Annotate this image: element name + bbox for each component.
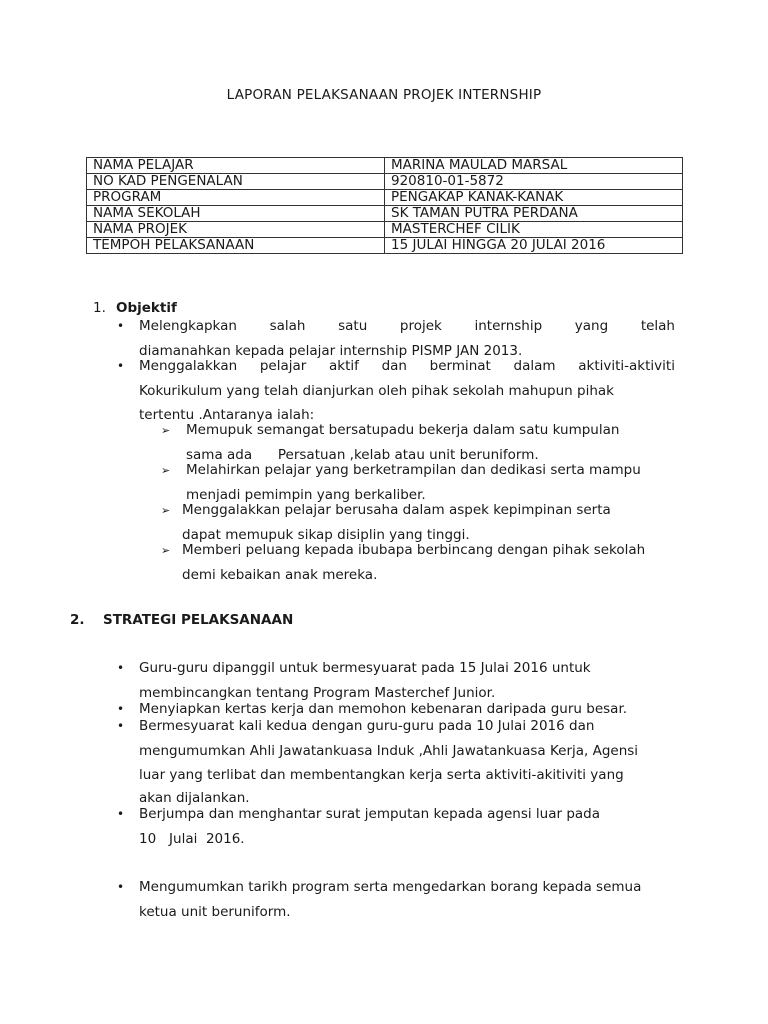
word: salah	[269, 318, 306, 334]
arrow-bullet-icon: ➢	[161, 544, 171, 557]
info-label: TEMPOH PELAKSANAAN	[87, 238, 385, 254]
word: projek	[399, 318, 442, 334]
strategy-5-line1: Mengumumkan tarikh program serta mengedarkan borang kepada semua	[139, 879, 642, 895]
strategy-1-line2: membincangkan tentang Program Masterchef Junior.	[139, 685, 496, 701]
info-value: MASTERCHEF CILIK	[385, 222, 683, 238]
info-label: NAMA PROJEK	[87, 222, 385, 238]
info-label: PROGRAM	[87, 190, 385, 206]
student-info-table	[86, 157, 683, 254]
strategy-3-line1: Bermesyuarat kali kedua dengan guru-guru pada 10 Julai 2016 dan	[139, 718, 595, 734]
info-value: MARINA MAULAD MARSAL	[385, 158, 683, 174]
bullet-icon: •	[117, 807, 125, 821]
bullet-icon: •	[117, 880, 125, 894]
word: yang	[574, 318, 609, 334]
sub-objective-4-line1: Memberi peluang kepada ibubapa berbincang dengan pihak sekolah	[182, 542, 646, 558]
word: satu	[338, 318, 368, 334]
word: telah	[640, 318, 675, 334]
section1-heading: Objektif	[116, 300, 177, 316]
bullet-icon: •	[117, 319, 125, 333]
info-label: NAMA SEKOLAH	[87, 206, 385, 222]
objective-1-line1	[139, 318, 675, 334]
word: aktif	[329, 358, 359, 374]
word: pelajar	[259, 358, 307, 374]
info-row	[87, 158, 683, 174]
info-row	[87, 190, 683, 206]
word: berminat	[429, 358, 491, 374]
arrow-bullet-icon: ➢	[161, 464, 171, 477]
arrow-bullet-icon: ➢	[161, 424, 171, 437]
bullet-icon: •	[117, 359, 125, 373]
info-value: 15 JULAI HINGGA 20 JULAI 2016	[385, 238, 683, 254]
objective-2-line3: tertentu .Antaranya ialah:	[139, 407, 315, 423]
info-value: PENGAKAP KANAK-KANAK	[385, 190, 683, 206]
sub-objective-2-line1: Melahirkan pelajar yang berketrampilan dan dedikasi serta mampu	[186, 462, 641, 478]
info-row	[87, 238, 683, 254]
word: internship	[474, 318, 543, 334]
info-label: NAMA PELAJAR	[87, 158, 385, 174]
sub-objective-1-line2: sama ada Persatuan ,kelab atau unit beruniform.	[186, 447, 539, 463]
strategy-3-line2: mengumumkan Ahli Jawatankuasa Induk ,Ahli Jawatankuasa Kerja, Agensi	[139, 743, 639, 759]
objective-1-line2: diamanahkan kepada pelajar internship PISMP JAN 2013.	[139, 343, 523, 359]
section2-heading: STRATEGI PELAKSANAAN	[103, 612, 294, 628]
info-row	[87, 174, 683, 190]
section2-number: 2.	[70, 612, 85, 628]
bullet-icon: •	[117, 661, 125, 675]
sub-objective-3-line2: dapat memupuk sikap disiplin yang tinggi.	[182, 527, 470, 543]
info-value: 920810-01-5872	[385, 174, 683, 190]
objective-2-line2: Kokurikulum yang telah dianjurkan oleh pihak sekolah mahupun pihak	[139, 383, 614, 399]
bullet-icon: •	[117, 719, 125, 733]
word: dan	[381, 358, 407, 374]
section1-number: 1.	[93, 300, 106, 316]
word: aktiviti-aktiviti	[578, 358, 675, 374]
word: dalam	[513, 358, 556, 374]
strategy-4-line2: 10 Julai 2016.	[139, 831, 245, 847]
word: Menggalakkan	[139, 358, 238, 374]
strategy-3-line3: luar yang terlibat dan membentangkan kerja serta aktiviti-akitiviti yang	[139, 767, 624, 783]
objective-2-line1	[139, 358, 675, 374]
bullet-icon: •	[117, 702, 125, 716]
info-label: NO KAD PENGENALAN	[87, 174, 385, 190]
document-title: LAPORAN PELAKSANAAN PROJEK INTERNSHIP	[226, 87, 542, 103]
sub-objective-3-line1: Menggalakkan pelajar berusaha dalam aspek kepimpinan serta	[182, 502, 611, 518]
strategy-1-line1: Guru-guru dipanggil untuk bermesyuarat pada 15 Julai 2016 untuk	[139, 660, 591, 676]
info-row	[87, 222, 683, 238]
sub-objective-2-line2: menjadi pemimpin yang berkaliber.	[186, 487, 426, 503]
sub-objective-4-line2: demi kebaikan anak mereka.	[182, 567, 378, 583]
word: Melengkapkan	[139, 318, 237, 334]
sub-objective-1-line1: Memupuk semangat bersatupadu bekerja dalam satu kumpulan	[186, 422, 620, 438]
info-row	[87, 206, 683, 222]
strategy-5-line2: ketua unit beruniform.	[139, 904, 291, 920]
strategy-3-line4: akan dijalankan.	[139, 790, 250, 806]
strategy-4-line1: Berjumpa dan menghantar surat jemputan kepada agensi luar pada	[139, 806, 601, 822]
strategy-2-line1: Menyiapkan kertas kerja dan memohon kebenaran daripada guru besar.	[139, 701, 628, 717]
info-value: SK TAMAN PUTRA PERDANA	[385, 206, 683, 222]
arrow-bullet-icon: ➢	[161, 504, 171, 517]
